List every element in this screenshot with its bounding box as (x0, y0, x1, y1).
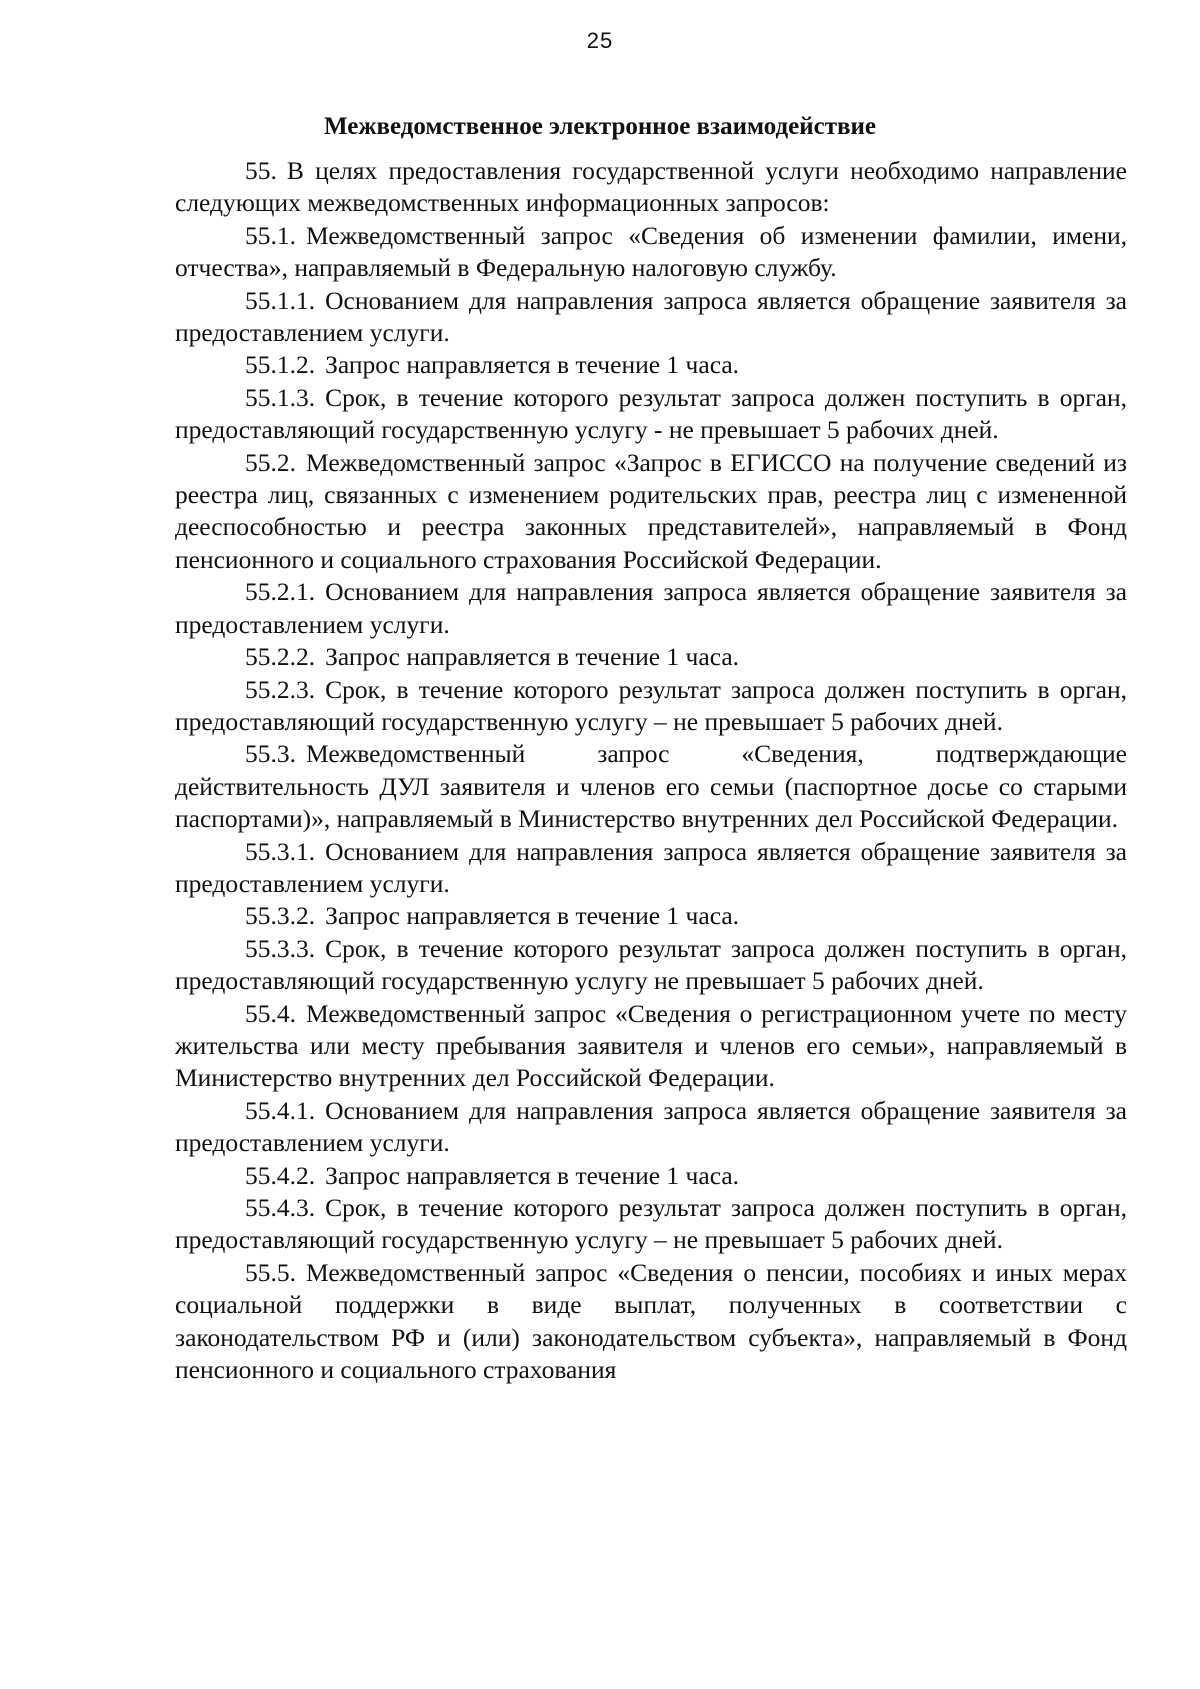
paragraph (175, 674, 1127, 739)
paragraph-text: Основанием для направления запроса является обращение заявителя за предоставлением услуги. (175, 285, 1127, 348)
paragraph-text: Срок, в течение которого результат запроса должен поступить в орган, предоставляющий государственную услугу - не превышает 5 рабочих дней. (175, 382, 1127, 445)
paragraph-text: Запрос направляется в течение 1 часа. (325, 350, 740, 380)
paragraph-number: 55.4.1. (245, 1095, 316, 1125)
paragraph (175, 576, 1127, 641)
paragraph-number: 55.2.3. (245, 674, 316, 704)
paragraph (175, 382, 1127, 447)
paragraph (175, 900, 1127, 932)
paragraph-number: 55. (245, 156, 277, 185)
paragraph-text: Основанием для направления запроса является обращение заявителя за предоставлением услуги. (175, 577, 1127, 639)
paragraph-number: 55.1. (245, 220, 296, 250)
section-title: Межведомственное электронное взаимодействие (323, 113, 877, 140)
paragraph (175, 155, 1127, 220)
paragraph (175, 285, 1127, 350)
paragraph-number: 55.4.2. (245, 1160, 316, 1190)
paragraph-number: 55.3.1. (245, 836, 316, 866)
paragraph (175, 1160, 1127, 1192)
paragraph-text: Основанием для направления запроса является обращение заявителя за предоставлением услуги. (175, 1095, 1127, 1158)
paragraph-number: 55.2. (245, 447, 296, 477)
paragraph-text: Межведомственный запрос «Сведения, подтверждающие действительность ДУЛ заявителя и членов его семьи (паспортное досье со старыми паспортами)», направляемый в Министерство внутренних дел Российской Федерации. (175, 739, 1127, 834)
paragraph (175, 349, 1127, 381)
paragraph (175, 1192, 1127, 1257)
paragraph-text: Запрос направляется в течение 1 часа. (325, 1160, 740, 1190)
paragraph-text: Межведомственный запрос «Сведения об изменении фамилии, имени, отчества», направляемый в Федеральную налоговую службу. (175, 220, 1127, 283)
paragraph-number: 55.1.3. (245, 382, 316, 412)
paragraph-number: 55.2.2. (245, 642, 316, 672)
paragraph (175, 1257, 1127, 1387)
paragraph-number: 55.4. (245, 998, 296, 1028)
paragraph-text: Запрос направляется в течение 1 часа. (325, 901, 740, 931)
paragraph-text: Межведомственный запрос «Запрос в ЕГИССО на получение сведений из реестра лиц, связанных с изменением родительских прав, реестра лиц с измененной дееспособностью и реестра законных представителей», направляемый в Фонд пенсионного и социального страхования Российской Федерации. (175, 447, 1127, 574)
paragraph (175, 998, 1127, 1095)
paragraph (175, 447, 1127, 577)
paragraph-text: В целях предоставления государственной услуги необходимо направление следующих межведомственных информационных запросов: (175, 156, 1127, 218)
paragraph-number: 55.1.1. (245, 285, 316, 315)
paragraph-number: 55.2.1. (245, 577, 316, 607)
paragraph (175, 738, 1127, 835)
paragraph-number: 55.1.2. (245, 350, 316, 380)
page-number: 25 (586, 28, 614, 53)
paragraph-text: Межведомственный запрос «Сведения о регистрационном учете по месту жительства или месту пребывания заявителя и членов его семьи», направляемый в Министерство внутренних дел Российской Федерации. (175, 998, 1127, 1093)
paragraph (175, 836, 1127, 901)
paragraph (175, 220, 1127, 285)
paragraph (175, 1095, 1127, 1160)
paragraph-text: Запрос направляется в течение 1 часа. (325, 642, 740, 672)
paragraph (175, 933, 1127, 998)
paragraph-number: 55.3.2. (245, 901, 316, 931)
paragraph-text: Срок, в течение которого результат запроса должен поступить в орган, предоставляющий государственную услугу не превышает 5 рабочих дней. (175, 933, 1127, 996)
paragraph (175, 641, 1127, 673)
document-body (175, 155, 1127, 1386)
paragraph-text: Срок, в течение которого результат запроса должен поступить в орган, предоставляющий государственную услугу – не превышает 5 рабочих дней. (175, 674, 1127, 736)
paragraph-text: Срок, в течение которого результат запроса должен поступить в орган, предоставляющий государственную услугу – не превышает 5 рабочих дней. (175, 1193, 1127, 1255)
paragraph-number: 55.3. (245, 739, 296, 769)
paragraph-number: 55.4.3. (245, 1193, 316, 1222)
paragraph-text: Основанием для направления запроса является обращение заявителя за предоставлением услуги. (175, 836, 1127, 898)
paragraph-number: 55.3.3. (245, 933, 316, 963)
paragraph-text: Межведомственный запрос «Сведения о пенсии, пособиях и иных мерах социальной поддержки в виде выплат, полученных в соответствии с законодательством РФ и (или) законодательством субъекта», направляемый в Фонд пенсионного и социального страхования (175, 1257, 1127, 1385)
paragraph-number: 55.5. (245, 1257, 296, 1287)
